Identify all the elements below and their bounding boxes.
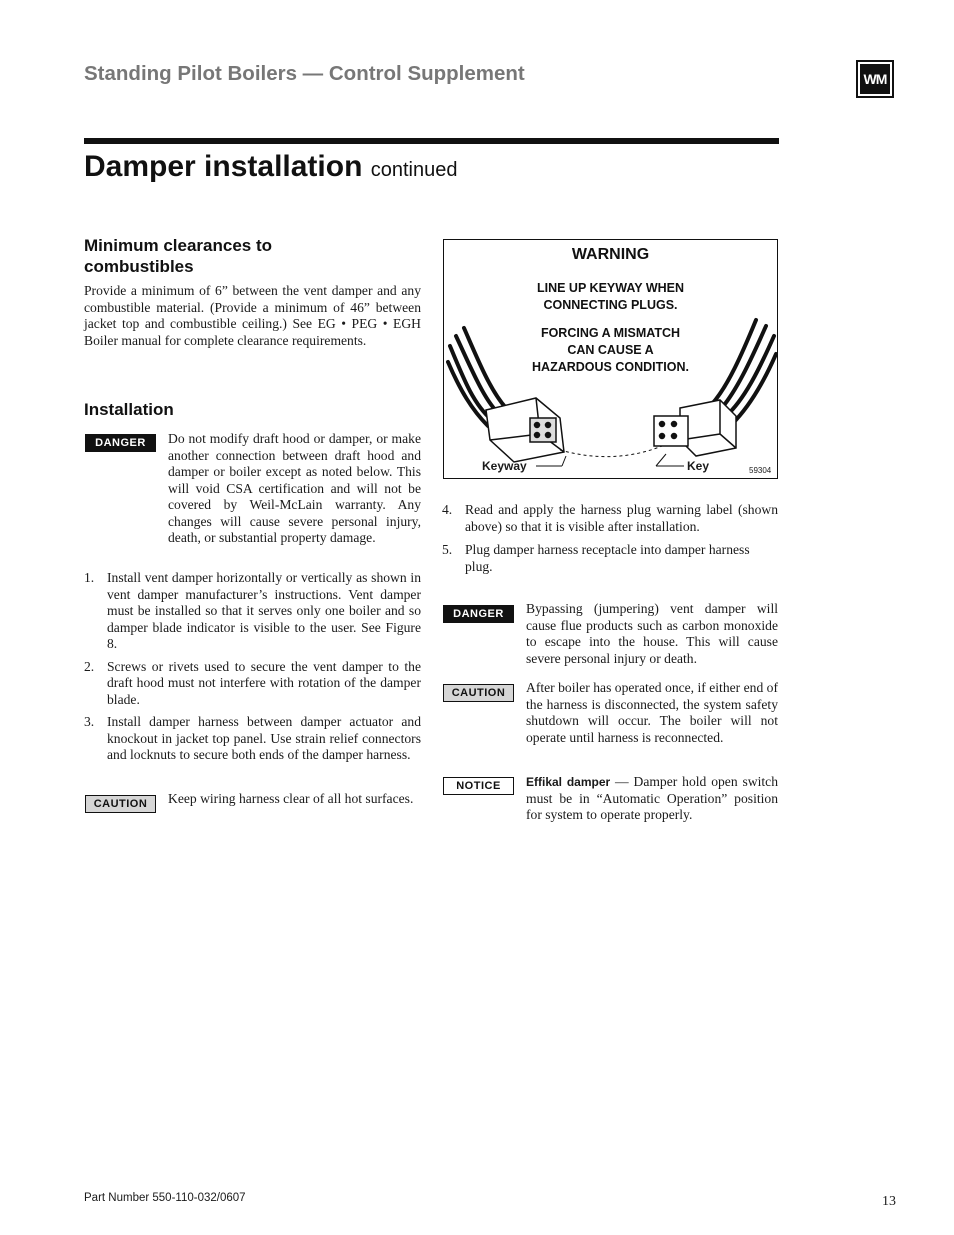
- caution-badge: CAUTION: [85, 795, 156, 813]
- list-num: 4.: [442, 502, 453, 517]
- list-num: 1.: [84, 570, 95, 585]
- logo-text: WM: [860, 64, 890, 94]
- list-text: Install damper harness between damper actuator and knockout in jacket top panel. Use strain relief connectors and locknuts to secure both ends of the damper harness.: [107, 714, 421, 762]
- header-title: Standing Pilot Boilers — Control Supplement: [84, 62, 525, 85]
- notice-text: [526, 774, 778, 824]
- list-item: [84, 714, 421, 764]
- list-num: 2.: [84, 658, 95, 674]
- clearances-heading: Minimum clearances to combustibles: [84, 236, 273, 276]
- list-item: [84, 570, 421, 653]
- warning-line: CAN CAUSE A: [567, 343, 654, 357]
- list-text: Read and apply the harness plug warning label (shown above) so that it is visible after installation.: [465, 502, 778, 534]
- list-item: [442, 542, 778, 575]
- caution-text: Keep wiring harness clear of all hot surfaces.: [168, 791, 414, 806]
- install-steps-left: [84, 570, 421, 764]
- list-item: [84, 659, 421, 709]
- danger-badge: DANGER: [85, 434, 156, 452]
- clearances-text: Provide a minimum of 6” between the vent damper and any combustible material. (Provide a minimum of 46” between jacket top and combustible ceiling.) See EG • PEG • EGH Boiler manual for complete clearance requirements.: [84, 283, 421, 348]
- warning-line: FORCING A MISMATCH: [540, 326, 681, 340]
- list-num: 3.: [84, 714, 95, 729]
- list-item: [442, 502, 778, 535]
- caution-badge: CAUTION: [443, 684, 514, 702]
- page-number: 13: [882, 1194, 896, 1209]
- notice-badge: NOTICE: [443, 777, 514, 795]
- danger-text: Do not modify draft hood or damper, or make another connection between draft hood and damper or boiler except as noted below. This will void CSA certification and will not be covered by Weil-McLain warranty. Any changes will cause severe personal injury, death, or substantial property damage.: [168, 431, 421, 545]
- notice-body: — Damper hold open switch must be in “Automatic Operation” position for system to operate properly.: [526, 774, 778, 822]
- list-num: 5.: [442, 542, 453, 557]
- page-title-main: Damper installation: [84, 150, 363, 183]
- warning-title: WARNING: [571, 246, 650, 263]
- warning-label-figure: [443, 239, 778, 479]
- page-title: [84, 150, 458, 184]
- danger-text: Bypassing (jumpering) vent damper will cause flue products such as carbon monoxide to escape into the house. This will cause severe personal injury or death.: [526, 601, 778, 666]
- danger-badge: DANGER: [443, 605, 514, 623]
- keyway-label: Keyway: [482, 459, 527, 473]
- list-text: Install vent damper horizontally or vertically as shown in vent damper manufacturer’s instructions. Vent damper must be installed so that it serves only one boiler and so damper blade indicator is visible to the user. See Figure 8.: [107, 570, 421, 651]
- caution-text: After boiler has operated once, if either end of the harness is disconnected, the system safety shutdown will occur. The boiler will not operate until harness is reconnected.: [526, 680, 778, 745]
- notice-lead: Effikal damper: [526, 775, 611, 789]
- installation-heading: Installation: [84, 400, 174, 419]
- warning-line: CONNECTING PLUGS.: [543, 298, 678, 312]
- figure-number: 59304: [749, 466, 772, 475]
- warning-line: LINE UP KEYWAY WHEN: [536, 281, 685, 295]
- key-label: Key: [687, 459, 710, 473]
- list-text: Plug damper harness receptacle into damper harness plug.: [465, 542, 750, 574]
- warning-line: HAZARDOUS CONDITION.: [532, 360, 689, 374]
- page-title-suffix: continued: [370, 159, 458, 181]
- title-rule: [84, 138, 779, 144]
- weil-mclain-logo: [856, 60, 894, 98]
- install-steps-right: [442, 502, 778, 575]
- list-text: Screws or rivets used to secure the vent damper to the draft hood must not interfere with rotation of the damper blade.: [107, 658, 421, 707]
- part-number: Part Number 550-110-032/0607: [84, 1192, 246, 1204]
